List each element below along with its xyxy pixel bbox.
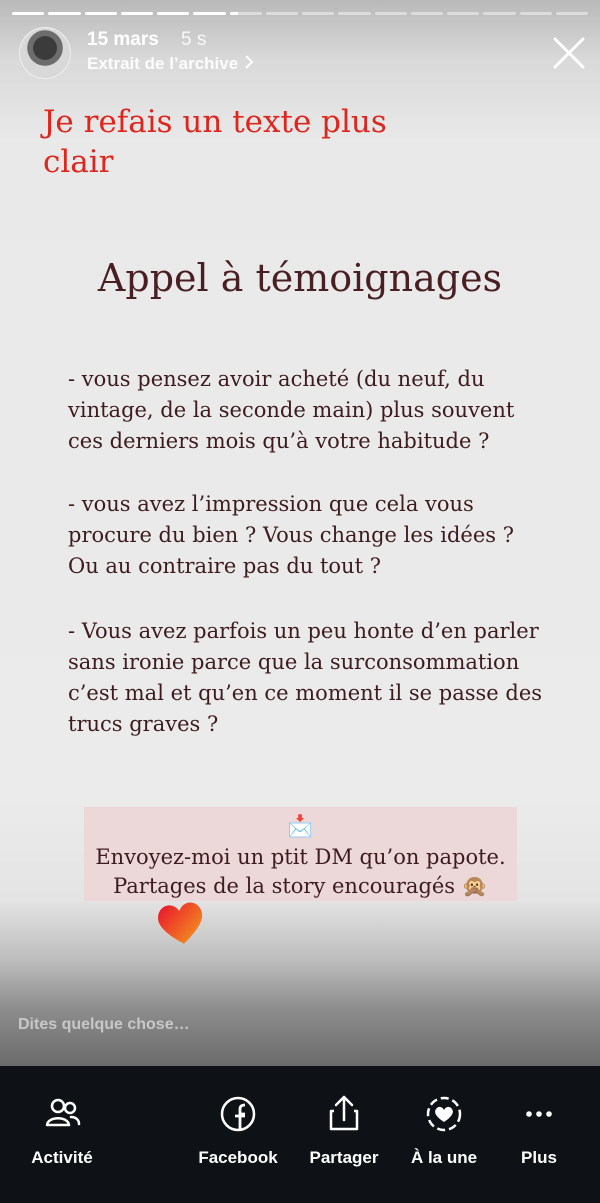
paragraph-2: - vous avez l’impression que cela vous procure du bien ? Vous change les idées ? Ou au contraire pas du tout ?	[68, 492, 514, 578]
progress-segment	[157, 12, 189, 15]
archive-label: Extrait de l’archive	[87, 54, 239, 73]
cta-line-1: Envoyez-moi un ptit DM qu’on papote.	[95, 845, 506, 869]
progress-segment	[447, 12, 479, 15]
progress-fill	[12, 12, 44, 15]
share-button[interactable]	[289, 1092, 399, 1168]
facebook-label: Facebook	[198, 1148, 278, 1167]
archive-link[interactable]	[87, 54, 254, 74]
facebook-button[interactable]	[183, 1092, 293, 1168]
reply-input[interactable]: Dites quelque chose…	[18, 1016, 190, 1033]
progress-segment	[483, 12, 515, 15]
close-icon	[552, 36, 586, 70]
more-icon	[484, 1092, 594, 1136]
progress-fill	[85, 12, 117, 15]
people-icon	[7, 1092, 117, 1136]
progress-fill	[157, 12, 189, 15]
activity-button[interactable]	[7, 1092, 117, 1168]
progress-fill	[48, 12, 80, 15]
share-label: Partager	[309, 1148, 379, 1167]
progress-segment	[556, 12, 588, 15]
red-note-text: Je refais un texte plus clair	[43, 104, 387, 180]
progress-segment	[230, 12, 262, 15]
avatar[interactable]	[19, 27, 71, 79]
progress-fill	[193, 12, 225, 15]
progress-segment	[121, 12, 153, 15]
paragraph-3: - Vous avez parfois un peu honte d’en parler sans ironie parce que la surconsommation c’est mal et qu’en ce moment il se passe des trucs graves ?	[68, 619, 543, 736]
story-date: 15 mars	[87, 29, 159, 50]
highlight-label: À la une	[410, 1148, 478, 1167]
progress-segment	[411, 12, 443, 15]
share-icon	[289, 1092, 399, 1136]
cta-box	[84, 807, 517, 901]
story-title: Appel à témoignages	[97, 256, 503, 300]
chevron-right-icon	[244, 55, 254, 74]
activity-label: Activité	[31, 1148, 93, 1167]
progress-segment	[266, 12, 298, 15]
progress-segment	[12, 12, 44, 15]
progress-fill	[121, 12, 153, 15]
close-button[interactable]	[552, 36, 586, 70]
progress-segment	[520, 12, 552, 15]
progress-segment	[85, 12, 117, 15]
heart-icon	[154, 898, 208, 948]
highlight-button[interactable]	[389, 1092, 499, 1168]
progress-segment	[48, 12, 80, 15]
progress-segment	[375, 12, 407, 15]
more-button[interactable]	[484, 1092, 594, 1168]
cta-line-2: Partages de la story encouragés 🙊	[113, 874, 488, 898]
more-label: Plus	[521, 1148, 557, 1167]
facebook-icon	[183, 1092, 293, 1136]
envelope-icon: 📩	[287, 814, 314, 838]
story-age: 5 s	[181, 29, 207, 50]
progress-segment	[302, 12, 334, 15]
progress-segment	[193, 12, 225, 15]
highlight-heart-icon	[389, 1092, 499, 1136]
progress-fill	[230, 12, 238, 15]
paragraph-1: - vous pensez avoir acheté (du neuf, du vintage, de la seconde main) plus souvent ces derniers mois qu’à votre habitude ?	[68, 367, 515, 453]
story-progress-bar	[12, 12, 588, 15]
progress-segment	[338, 12, 370, 15]
